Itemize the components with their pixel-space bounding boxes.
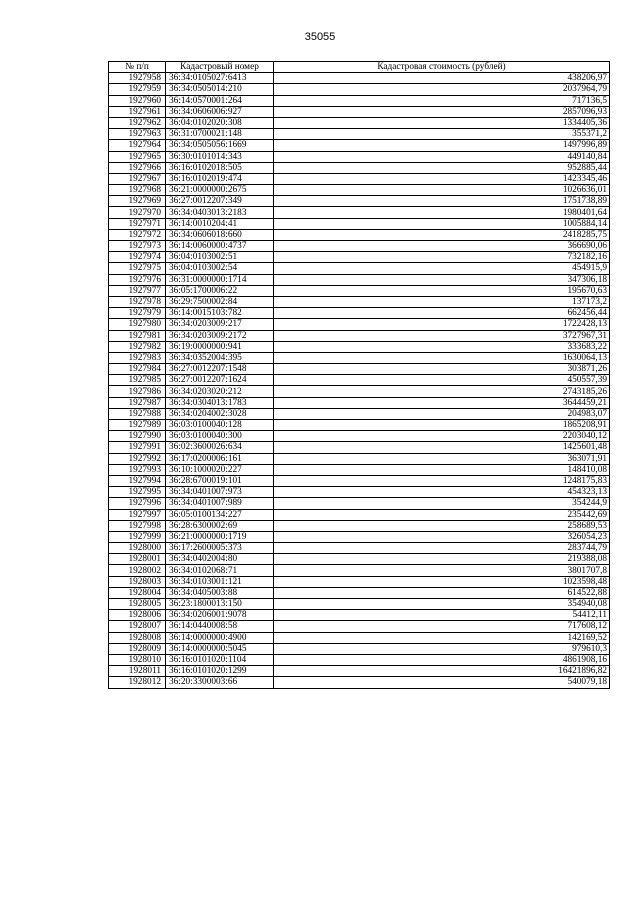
table-row bbox=[109, 520, 610, 531]
cadastral-value-cell: 3801707,8 bbox=[274, 565, 610, 576]
row-number-cell: 1927992 bbox=[109, 453, 166, 464]
cadastral-value-cell: 3727967,31 bbox=[274, 330, 610, 341]
table-row bbox=[109, 621, 610, 632]
table-row bbox=[109, 330, 610, 341]
row-number-cell: 1927980 bbox=[109, 319, 166, 330]
row-number-cell: 1927974 bbox=[109, 252, 166, 263]
cadastral-value-cell: 2857096,93 bbox=[274, 106, 610, 117]
cadastral-number-cell: 36:16:0102019:474 bbox=[166, 173, 274, 184]
cadastral-value-cell: 4861908,16 bbox=[274, 654, 610, 665]
table-row bbox=[109, 543, 610, 554]
row-number-cell: 1927983 bbox=[109, 352, 166, 363]
row-number-cell: 1927965 bbox=[109, 151, 166, 162]
table-row bbox=[109, 241, 610, 252]
cadastral-number-cell: 36:28:6300002:69 bbox=[166, 520, 274, 531]
cadastral-number-cell: 36:34:0203020:212 bbox=[166, 386, 274, 397]
row-number-cell: 1928003 bbox=[109, 576, 166, 587]
cadastral-number-cell: 36:34:0403013:2183 bbox=[166, 207, 274, 218]
cadastral-number-cell: 36:21:0000000:2675 bbox=[166, 185, 274, 196]
table-row bbox=[109, 140, 610, 151]
cadastral-value-cell: 148410,08 bbox=[274, 464, 610, 475]
cadastral-number-cell: 36:05:1700006:22 bbox=[166, 285, 274, 296]
cadastral-value-cell: 2418285,75 bbox=[274, 229, 610, 240]
table-row bbox=[109, 576, 610, 587]
cadastral-value-cell: 137173,2 bbox=[274, 296, 610, 307]
cadastral-value-cell: 952885,44 bbox=[274, 162, 610, 173]
table-row bbox=[109, 296, 610, 307]
cadastral-number-cell: 36:29:7500002:84 bbox=[166, 296, 274, 307]
row-number-cell: 1927975 bbox=[109, 263, 166, 274]
cadastral-number-cell: 36:23:1800013:150 bbox=[166, 599, 274, 610]
cadastral-number-cell: 36:34:0606006:927 bbox=[166, 106, 274, 117]
row-number-cell: 1927986 bbox=[109, 386, 166, 397]
row-number-cell: 1927977 bbox=[109, 285, 166, 296]
table-row bbox=[109, 162, 610, 173]
table-row bbox=[109, 632, 610, 643]
cadastral-value-cell: 1980401,64 bbox=[274, 207, 610, 218]
cadastral-number-cell: 36:34:0505056:1669 bbox=[166, 140, 274, 151]
table-row bbox=[109, 408, 610, 419]
cadastral-number-cell: 36:27:0012207:1624 bbox=[166, 375, 274, 386]
table-row bbox=[109, 498, 610, 509]
table-row bbox=[109, 475, 610, 486]
cadastral-value-cell: 450557,39 bbox=[274, 375, 610, 386]
cadastral-value-cell: 979610,3 bbox=[274, 643, 610, 654]
row-number-cell: 1928012 bbox=[109, 677, 166, 688]
cadastral-number-cell: 36:17:2600005:373 bbox=[166, 543, 274, 554]
cadastral-number-cell: 36:34:0401007:989 bbox=[166, 498, 274, 509]
cadastral-value-cell: 326054,23 bbox=[274, 531, 610, 542]
cadastral-number-cell: 36:34:0203009:2172 bbox=[166, 330, 274, 341]
row-number-cell: 1928002 bbox=[109, 565, 166, 576]
table-row bbox=[109, 487, 610, 498]
cadastral-value-cell: 303871,26 bbox=[274, 364, 610, 375]
cadastral-value-cell: 363071,91 bbox=[274, 453, 610, 464]
row-number-cell: 1927968 bbox=[109, 185, 166, 196]
row-number-cell: 1927981 bbox=[109, 330, 166, 341]
row-number-cell: 1927991 bbox=[109, 442, 166, 453]
cadastral-number-cell: 36:16:0102018:505 bbox=[166, 162, 274, 173]
row-number-cell: 1928001 bbox=[109, 554, 166, 565]
cadastral-value-cell: 540079,18 bbox=[274, 677, 610, 688]
table-row bbox=[109, 106, 610, 117]
cadastral-value-cell: 235442,69 bbox=[274, 509, 610, 520]
row-number-cell: 1927989 bbox=[109, 420, 166, 431]
row-number-cell: 1927958 bbox=[109, 73, 166, 84]
row-number-cell: 1928008 bbox=[109, 632, 166, 643]
table-row bbox=[109, 386, 610, 397]
cadastral-number-cell: 36:34:0352004:395 bbox=[166, 352, 274, 363]
cadastral-value-cell: 355371,2 bbox=[274, 129, 610, 140]
table-row bbox=[109, 364, 610, 375]
cadastral-number-cell: 36:34:0401007:973 bbox=[166, 487, 274, 498]
cadastral-number-cell: 36:03:0100040:300 bbox=[166, 431, 274, 442]
cadastral-number-cell: 36:14:0010204:41 bbox=[166, 218, 274, 229]
cadastral-number-cell: 36:34:0206001:9078 bbox=[166, 610, 274, 621]
cadastral-number-cell: 36:02:3600026:634 bbox=[166, 442, 274, 453]
table-row bbox=[109, 554, 610, 565]
cadastral-value-cell: 2203040,12 bbox=[274, 431, 610, 442]
table-row bbox=[109, 229, 610, 240]
cadastral-number-cell: 36:03:0100040:128 bbox=[166, 420, 274, 431]
table-body bbox=[109, 73, 610, 688]
cadastral-value-cell: 3644459,21 bbox=[274, 397, 610, 408]
table-row bbox=[109, 599, 610, 610]
cadastral-number-cell: 36:34:0105027:6413 bbox=[166, 73, 274, 84]
header-cadastral-number: Кадастровый номер bbox=[166, 62, 274, 73]
row-number-cell: 1927993 bbox=[109, 464, 166, 475]
cadastral-value-cell: 717136,5 bbox=[274, 95, 610, 106]
table-row bbox=[109, 151, 610, 162]
cadastral-number-cell: 36:34:0505014:210 bbox=[166, 84, 274, 95]
cadastral-value-cell: 283744,79 bbox=[274, 543, 610, 554]
cadastral-number-cell: 36:34:0606018:660 bbox=[166, 229, 274, 240]
row-number-cell: 1927967 bbox=[109, 173, 166, 184]
row-number-cell: 1927978 bbox=[109, 296, 166, 307]
cadastral-number-cell: 36:27:0012207:1548 bbox=[166, 364, 274, 375]
cadastral-value-cell: 366690,06 bbox=[274, 241, 610, 252]
table-row bbox=[109, 654, 610, 665]
cadastral-number-cell: 36:17:0200006:161 bbox=[166, 453, 274, 464]
cadastral-number-cell: 36:04:0103002:54 bbox=[166, 263, 274, 274]
cadastral-value-cell: 1630064,13 bbox=[274, 352, 610, 363]
row-number-cell: 1927959 bbox=[109, 84, 166, 95]
cadastral-value-cell: 354244,9 bbox=[274, 498, 610, 509]
cadastral-value-cell: 1497996,89 bbox=[274, 140, 610, 151]
row-number-cell: 1927994 bbox=[109, 475, 166, 486]
page-number: 35055 bbox=[304, 31, 336, 43]
cadastral-value-cell: 1751738,89 bbox=[274, 196, 610, 207]
row-number-cell: 1927984 bbox=[109, 364, 166, 375]
cadastral-number-cell: 36:14:0440008:58 bbox=[166, 621, 274, 632]
cadastral-value-cell: 1334405,36 bbox=[274, 117, 610, 128]
table-row bbox=[109, 263, 610, 274]
cadastral-number-cell: 36:34:0304013:1783 bbox=[166, 397, 274, 408]
table-row bbox=[109, 196, 610, 207]
row-number-cell: 1927961 bbox=[109, 106, 166, 117]
row-number-cell: 1927996 bbox=[109, 498, 166, 509]
cadastral-number-cell: 36:04:0103002:51 bbox=[166, 252, 274, 263]
row-number-cell: 1927979 bbox=[109, 308, 166, 319]
row-number-cell: 1928011 bbox=[109, 666, 166, 677]
table-row bbox=[109, 308, 610, 319]
row-number-cell: 1927995 bbox=[109, 487, 166, 498]
table-row bbox=[109, 531, 610, 542]
cadastral-value-cell: 449140,84 bbox=[274, 151, 610, 162]
cadastral-value-cell: 1865208,91 bbox=[274, 420, 610, 431]
table-row bbox=[109, 341, 610, 352]
cadastral-number-cell: 36:34:0102068:71 bbox=[166, 565, 274, 576]
row-number-cell: 1927982 bbox=[109, 341, 166, 352]
row-number-cell: 1927987 bbox=[109, 397, 166, 408]
table-row bbox=[109, 643, 610, 654]
cadastral-value-cell: 2743185,26 bbox=[274, 386, 610, 397]
table-row bbox=[109, 610, 610, 621]
cadastral-number-cell: 36:34:0103001:121 bbox=[166, 576, 274, 587]
cadastral-number-cell: 36:34:0402004:80 bbox=[166, 554, 274, 565]
cadastral-value-cell: 1722428,13 bbox=[274, 319, 610, 330]
cadastral-value-cell: 219388,08 bbox=[274, 554, 610, 565]
cadastral-number-cell: 36:20:3300003:66 bbox=[166, 677, 274, 688]
cadastral-number-cell: 36:16:0101020:1104 bbox=[166, 654, 274, 665]
cadastral-number-cell: 36:14:0570001:264 bbox=[166, 95, 274, 106]
cadastral-value-cell: 454323,13 bbox=[274, 487, 610, 498]
cadastral-number-cell: 36:14:0015103:782 bbox=[166, 308, 274, 319]
row-number-cell: 1928000 bbox=[109, 543, 166, 554]
cadastral-number-cell: 36:34:0405003:88 bbox=[166, 587, 274, 598]
cadastral-number-cell: 36:31:0000000:1714 bbox=[166, 274, 274, 285]
cadastral-value-cell: 438206,97 bbox=[274, 73, 610, 84]
cadastral-value-cell: 204983,07 bbox=[274, 408, 610, 419]
row-number-cell: 1928009 bbox=[109, 643, 166, 654]
cadastral-value-cell: 16421896,82 bbox=[274, 666, 610, 677]
cadastral-value-cell: 1248175,83 bbox=[274, 475, 610, 486]
cadastral-value-cell: 1423345,46 bbox=[274, 173, 610, 184]
cadastral-number-cell: 36:34:0204002:3028 bbox=[166, 408, 274, 419]
table-row bbox=[109, 420, 610, 431]
cadastral-number-cell: 36:21:0000000:1719 bbox=[166, 531, 274, 542]
cadastral-value-cell: 662456,44 bbox=[274, 308, 610, 319]
cadastral-value-cell: 1005884,14 bbox=[274, 218, 610, 229]
table-row bbox=[109, 73, 610, 84]
cadastral-number-cell: 36:19:0000000:941 bbox=[166, 341, 274, 352]
row-number-cell: 1928010 bbox=[109, 654, 166, 665]
cadastral-value-cell: 614522,88 bbox=[274, 587, 610, 598]
row-number-cell: 1927998 bbox=[109, 520, 166, 531]
table-row bbox=[109, 677, 610, 688]
table-row bbox=[109, 375, 610, 386]
cadastral-value-table bbox=[108, 61, 610, 689]
table-row bbox=[109, 565, 610, 576]
row-number-cell: 1928007 bbox=[109, 621, 166, 632]
row-number-cell: 1927964 bbox=[109, 140, 166, 151]
cadastral-value-cell: 1425601,48 bbox=[274, 442, 610, 453]
table-row bbox=[109, 252, 610, 263]
cadastral-value-cell: 195670,63 bbox=[274, 285, 610, 296]
cadastral-number-cell: 36:28:6700019:101 bbox=[166, 475, 274, 486]
cadastral-number-cell: 36:14:0000000:5045 bbox=[166, 643, 274, 654]
row-number-cell: 1927969 bbox=[109, 196, 166, 207]
table-row bbox=[109, 218, 610, 229]
row-number-cell: 1928005 bbox=[109, 599, 166, 610]
cadastral-value-cell: 333683,22 bbox=[274, 341, 610, 352]
cadastral-value-cell: 347306,18 bbox=[274, 274, 610, 285]
cadastral-number-cell: 36:30:0101014:343 bbox=[166, 151, 274, 162]
row-number-cell: 1927970 bbox=[109, 207, 166, 218]
row-number-cell: 1927985 bbox=[109, 375, 166, 386]
cadastral-value-cell: 142169,52 bbox=[274, 632, 610, 643]
table-row bbox=[109, 84, 610, 95]
row-number-cell: 1928006 bbox=[109, 610, 166, 621]
row-number-cell: 1927997 bbox=[109, 509, 166, 520]
row-number-cell: 1927976 bbox=[109, 274, 166, 285]
table-row bbox=[109, 117, 610, 128]
cadastral-number-cell: 36:27:0012207:349 bbox=[166, 196, 274, 207]
cadastral-value-cell: 258689,53 bbox=[274, 520, 610, 531]
row-number-cell: 1927988 bbox=[109, 408, 166, 419]
table-row bbox=[109, 207, 610, 218]
table-row bbox=[109, 442, 610, 453]
row-number-cell: 1927966 bbox=[109, 162, 166, 173]
cadastral-number-cell: 36:10:1000020:227 bbox=[166, 464, 274, 475]
cadastral-value-cell: 2037964,79 bbox=[274, 84, 610, 95]
table-header-row bbox=[109, 62, 610, 73]
cadastral-value-cell: 732182,16 bbox=[274, 252, 610, 263]
header-cadastral-value: Кадастровая стоимость (рублей) bbox=[274, 62, 610, 73]
cadastral-number-cell: 36:31:0700021:148 bbox=[166, 129, 274, 140]
row-number-cell: 1927972 bbox=[109, 229, 166, 240]
cadastral-number-cell: 36:04:0102020:308 bbox=[166, 117, 274, 128]
cadastral-value-cell: 1023598,48 bbox=[274, 576, 610, 587]
row-number-cell: 1928004 bbox=[109, 587, 166, 598]
row-number-cell: 1927973 bbox=[109, 241, 166, 252]
table-row bbox=[109, 431, 610, 442]
table-row bbox=[109, 129, 610, 140]
cadastral-number-cell: 36:05:0100134:227 bbox=[166, 509, 274, 520]
table-row bbox=[109, 274, 610, 285]
cadastral-value-cell: 717608,12 bbox=[274, 621, 610, 632]
table-row bbox=[109, 587, 610, 598]
table-row bbox=[109, 509, 610, 520]
cadastral-number-cell: 36:34:0203009:217 bbox=[166, 319, 274, 330]
cadastral-value-cell: 54412,11 bbox=[274, 610, 610, 621]
row-number-cell: 1927971 bbox=[109, 218, 166, 229]
cadastral-value-cell: 1026636,01 bbox=[274, 185, 610, 196]
row-number-cell: 1927962 bbox=[109, 117, 166, 128]
cadastral-number-cell: 36:16:0101020:1299 bbox=[166, 666, 274, 677]
header-row-number: № п/п bbox=[109, 62, 166, 73]
row-number-cell: 1927999 bbox=[109, 531, 166, 542]
cadastral-number-cell: 36:14:0060000:4737 bbox=[166, 241, 274, 252]
row-number-cell: 1927960 bbox=[109, 95, 166, 106]
table-row bbox=[109, 285, 610, 296]
table-row bbox=[109, 397, 610, 408]
table-row bbox=[109, 666, 610, 677]
table-row bbox=[109, 453, 610, 464]
table-row bbox=[109, 95, 610, 106]
table-row bbox=[109, 185, 610, 196]
cadastral-value-cell: 454915,9 bbox=[274, 263, 610, 274]
cadastral-number-cell: 36:14:0000000:4900 bbox=[166, 632, 274, 643]
row-number-cell: 1927990 bbox=[109, 431, 166, 442]
cadastral-value-cell: 354940,08 bbox=[274, 599, 610, 610]
row-number-cell: 1927963 bbox=[109, 129, 166, 140]
table-row bbox=[109, 352, 610, 363]
table-row bbox=[109, 319, 610, 330]
table-row bbox=[109, 464, 610, 475]
table-row bbox=[109, 173, 610, 184]
